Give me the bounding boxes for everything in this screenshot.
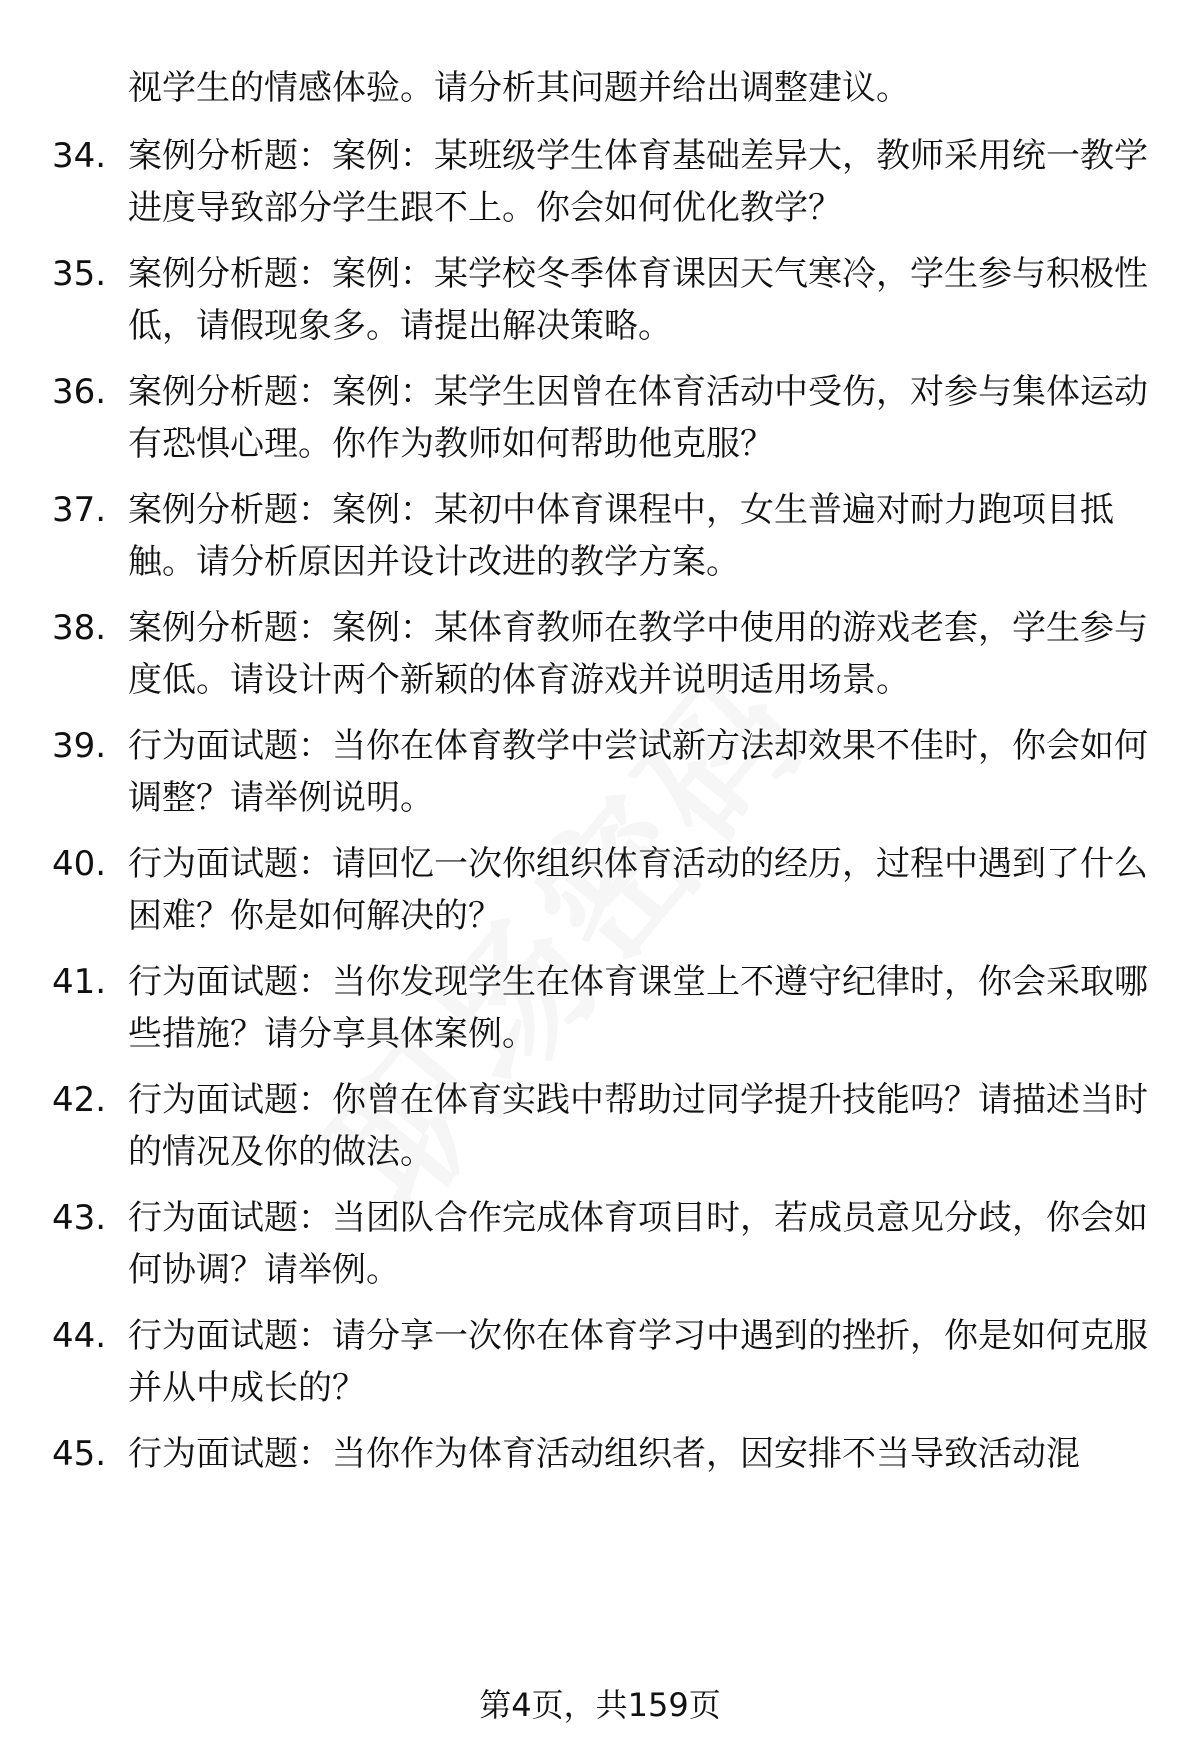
question-text: 案例分析题：案例：某学生因曾在体育活动中受伤，对参与集体运动有恐惧心理。你作为教师如何帮助他克服？ xyxy=(128,372,1148,464)
question-text: 案例分析题：案例：某学校冬季体育课因天气寒冷，学生参与积极性低，请假现象多。请提出解决策略。 xyxy=(128,254,1148,346)
question-text: 行为面试题：当你在体育教学中尝试新方法却效果不佳时，你会如何调整？请举例说明。 xyxy=(128,726,1148,818)
question-number: 39. xyxy=(52,726,107,766)
question-item xyxy=(52,602,1152,706)
question-item xyxy=(52,366,1152,470)
question-number: 36. xyxy=(52,372,107,412)
question-item xyxy=(52,130,1152,234)
page-footer: 第4页，共159页 xyxy=(479,1686,721,1724)
question-text: 行为面试题：当你作为体育活动组织者，因安排不当导致活动混 xyxy=(128,1434,1080,1474)
question-text: 案例分析题：案例：某班级学生体育基础差异大，教师采用统一教学进度导致部分学生跟不上。你会如何优化教学？ xyxy=(128,136,1148,228)
question-text: 案例分析题：案例：某初中体育课程中，女生普遍对耐力跑项目抵触。请分析原因并设计改进的教学方案。 xyxy=(128,490,1114,582)
question-number: 34. xyxy=(52,136,107,176)
question-item xyxy=(52,1192,1152,1296)
question-item xyxy=(52,1074,1152,1178)
question-item xyxy=(52,1310,1152,1414)
question-text: 行为面试题：请回忆一次你组织体育活动的经历，过程中遇到了什么困难？你是如何解决的？ xyxy=(128,844,1148,936)
question-item xyxy=(52,838,1152,942)
question-number: 37. xyxy=(52,490,107,530)
question-number: 42. xyxy=(52,1080,107,1120)
question-number: 40. xyxy=(52,844,107,884)
question-number: 38. xyxy=(52,608,107,648)
question-number: 41. xyxy=(52,962,107,1002)
question-number: 44. xyxy=(52,1316,107,1356)
question-number: 45. xyxy=(52,1434,107,1474)
question-text: 行为面试题：你曾在体育实践中帮助过同学提升技能吗？请描述当时的情况及你的做法。 xyxy=(128,1080,1148,1172)
question-text: 行为面试题：当你发现学生在体育课堂上不遵守纪律时，你会采取哪些措施？请分享具体案例。 xyxy=(128,962,1148,1054)
question-item xyxy=(52,248,1152,352)
question-item xyxy=(52,1428,1152,1532)
question-number: 35. xyxy=(52,254,107,294)
question-text: 行为面试题：当团队合作完成体育项目时，若成员意见分歧，你会如何协调？请举例。 xyxy=(128,1198,1148,1290)
question-text: 案例分析题：案例：某体育教师在教学中使用的游戏老套，学生参与度低。请设计两个新颖的体育游戏并说明适用场景。 xyxy=(128,608,1148,700)
question-item xyxy=(52,720,1152,824)
question-item xyxy=(52,484,1152,588)
question-text: 行为面试题：请分享一次你在体育学习中遇到的挫折，你是如何克服并从中成长的？ xyxy=(128,1316,1148,1408)
question-number: 43. xyxy=(52,1198,107,1238)
question-continuation: 视学生的情感体验。请分析其问题并给出调整建议。 xyxy=(128,68,910,108)
question-item xyxy=(52,956,1152,1060)
